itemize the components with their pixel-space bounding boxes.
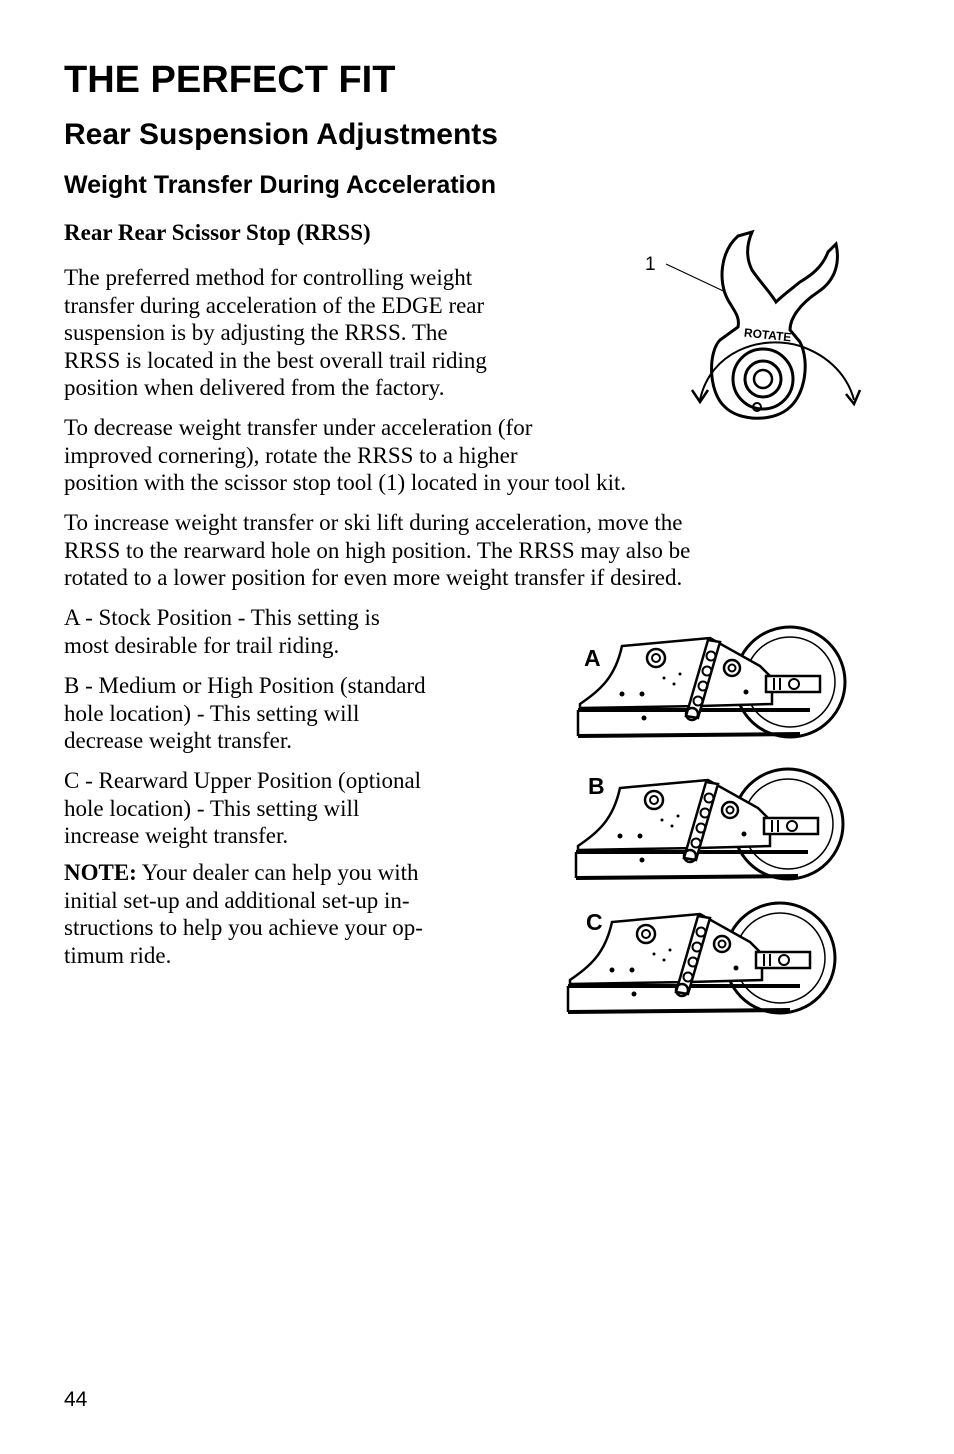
text-line: C - Rearward Upper Position (optional xyxy=(64,768,422,793)
position-a-diagram xyxy=(578,627,845,737)
text-line: RRSS is located in the best overall trail riding xyxy=(64,347,487,373)
position-c-diagram xyxy=(568,903,835,1013)
note-block xyxy=(64,859,423,969)
text-line: increase weight transfer. xyxy=(64,823,289,848)
text-line: RRSS to the rearward hole on high position. The RRSS may also be xyxy=(64,537,691,563)
text-line: suspension is by adjusting the RRSS. The xyxy=(64,320,448,345)
position-b-diagram xyxy=(576,769,843,879)
text-line: To increase weight transfer or ski lift during acceleration, move the xyxy=(64,510,683,535)
text-line: rotated to a lower position for even more weight transfer if desired. xyxy=(64,565,683,590)
position-b-label: B xyxy=(588,773,605,799)
rotate-label: ROTATE xyxy=(743,325,793,345)
text-line: hole location) - This setting will xyxy=(64,700,360,726)
text-line: hole location) - This setting will xyxy=(64,795,360,821)
text-line: structions to help you achieve your op- xyxy=(64,915,423,940)
position-a-description xyxy=(64,604,380,659)
text-line: improved cornering), rotate the RRSS to a higher xyxy=(64,442,518,468)
text-line: transfer during acceleration of the EDGE rear xyxy=(64,292,485,318)
text-line: To decrease weight transfer under acceleration (for xyxy=(64,415,533,440)
text-line: B - Medium or High Position (standard xyxy=(64,673,426,698)
scissor-stop-tool-icon xyxy=(640,222,870,422)
text-line: most desirable for trail riding. xyxy=(64,632,340,658)
page-number: 44 xyxy=(64,1388,88,1411)
text-line: position with the scissor stop tool (1) located in your tool kit. xyxy=(64,470,627,495)
tool-outline xyxy=(712,232,838,418)
paragraph-decrease xyxy=(64,414,626,497)
text-line: timum ride. xyxy=(64,942,172,968)
suspension-position-diagrams xyxy=(560,622,860,1017)
subsection-heading: Weight Transfer During Acceleration xyxy=(64,171,497,199)
text-line: A - Stock Position - This setting is xyxy=(64,605,380,630)
note-text: Your dealer can help you with xyxy=(136,860,419,885)
paragraph-intro xyxy=(64,264,487,402)
page-title: THE PERFECT FIT xyxy=(64,59,396,101)
text-line: decrease weight transfer. xyxy=(64,728,292,753)
text-line: position when delivered from the factory. xyxy=(64,375,445,400)
text-line xyxy=(64,859,423,887)
position-c-label: C xyxy=(586,909,603,935)
note-label: NOTE: xyxy=(64,860,137,885)
text-line: initial set-up and additional set-up in- xyxy=(64,887,410,913)
paragraph-increase xyxy=(64,509,690,592)
topic-heading: Rear Rear Scissor Stop (RRSS) xyxy=(64,220,371,245)
section-heading: Rear Suspension Adjustments xyxy=(64,118,498,151)
text-line: The preferred method for controlling weight xyxy=(64,265,473,290)
position-c-description xyxy=(64,767,421,850)
position-a-label: A xyxy=(584,645,601,671)
position-b-description xyxy=(64,672,426,755)
tool-callout-number: 1 xyxy=(645,254,656,275)
